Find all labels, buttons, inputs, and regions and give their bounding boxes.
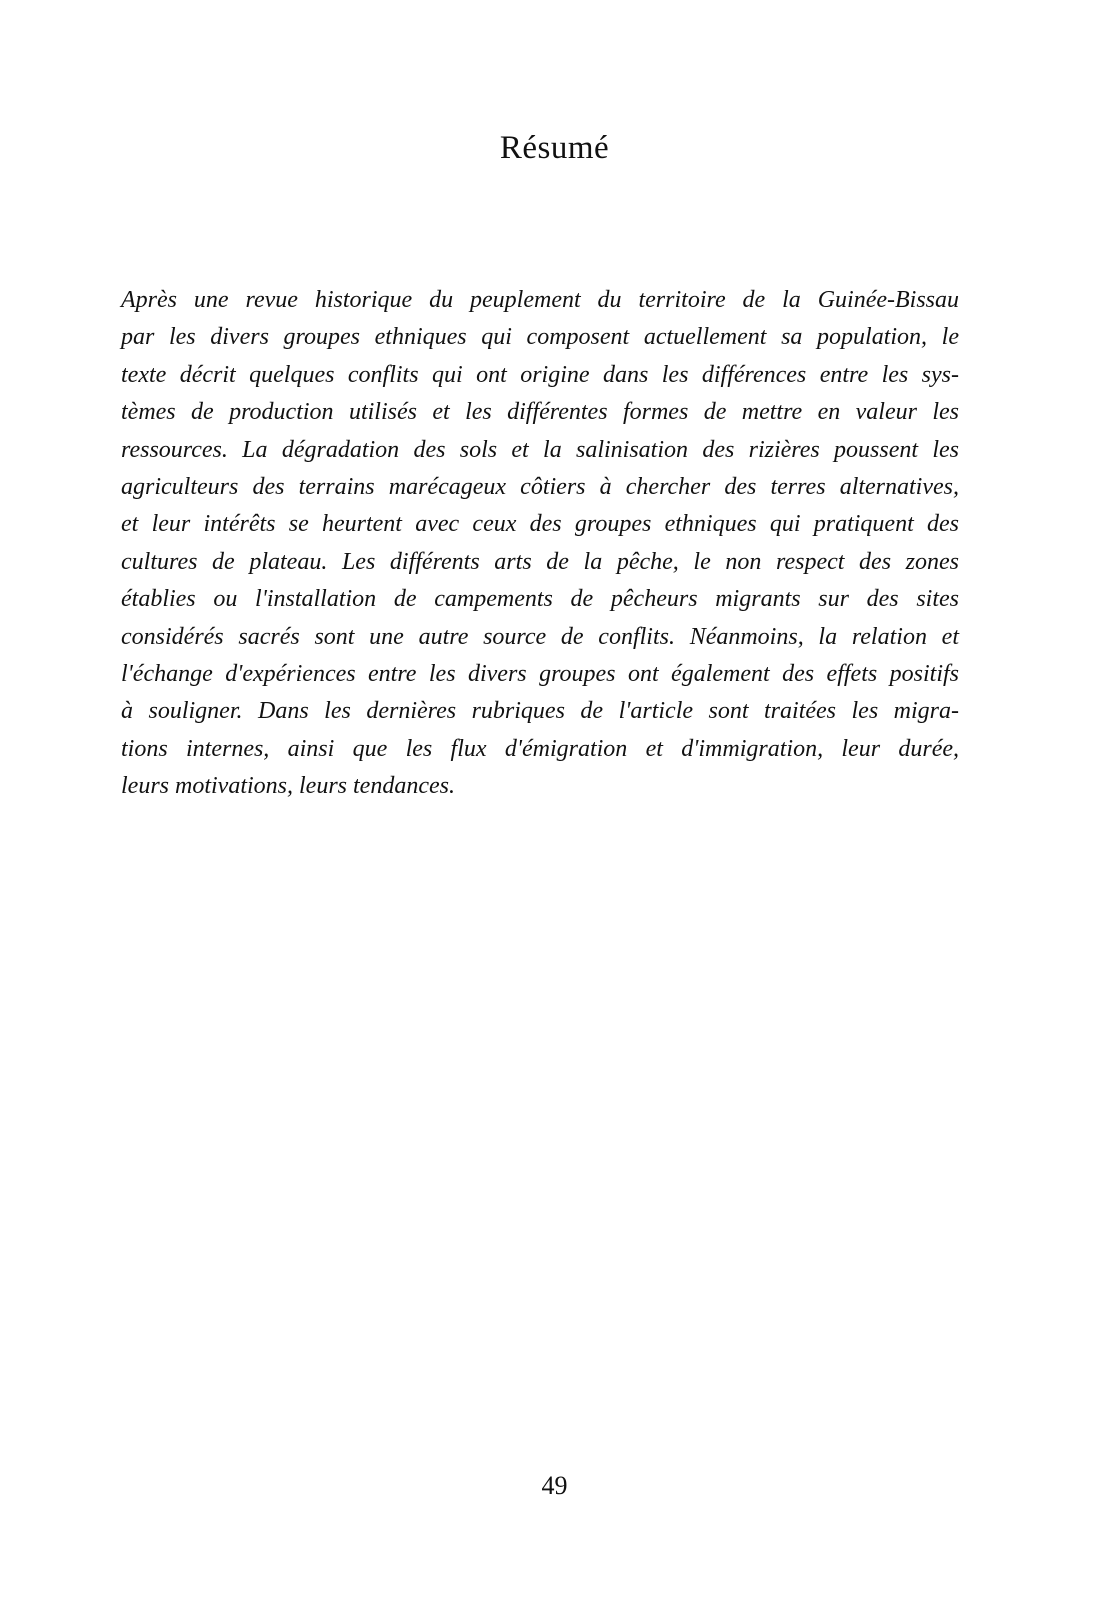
abstract-line: et leur intérêts se heurtent avec ceux des groupes ethniques qui pratiquent des <box>121 511 959 538</box>
page-title: Résumé <box>499 130 610 166</box>
page-number: 49 <box>541 1471 568 1500</box>
abstract-line: cultures de plateau. Les différents arts de la pêche, le non respect des zones <box>121 548 959 575</box>
abstract-line: par les divers groupes ethniques qui composent actuellement sa population, le <box>121 324 959 351</box>
abstract-line: ressources. La dégradation des sols et la salinisation des rizières poussent les <box>121 436 959 463</box>
abstract-line: agriculteurs des terrains marécageux côtiers à chercher des terres alternatives, <box>121 474 959 501</box>
abstract-line: établies ou l'installation de campements de pêcheurs migrants sur des sites <box>121 586 959 613</box>
abstract-line: Après une revue historique du peuplement du territoire de la Guinée-Bissau <box>121 287 959 313</box>
abstract-line: texte décrit quelques conflits qui ont origine dans les différences entre les sys- <box>121 361 959 388</box>
abstract-line: tèmes de production utilisés et les différentes formes de mettre en valeur les <box>121 399 959 426</box>
abstract-line: tions internes, ainsi que les flux d'émigration et d'immigration, leur durée, <box>121 735 959 762</box>
abstract-line: considérés sacrés sont une autre source de conflits. Néanmoins, la relation et <box>121 623 959 650</box>
abstract-line: leurs motivations, leurs tendances. <box>121 773 455 800</box>
abstract-line: à souligner. Dans les dernières rubriques de l'article sont traitées les migra- <box>121 698 959 725</box>
abstract-paragraph <box>121 282 959 806</box>
abstract-line: l'échange d'expériences entre les divers groupes ont également des effets positifs <box>121 661 959 688</box>
